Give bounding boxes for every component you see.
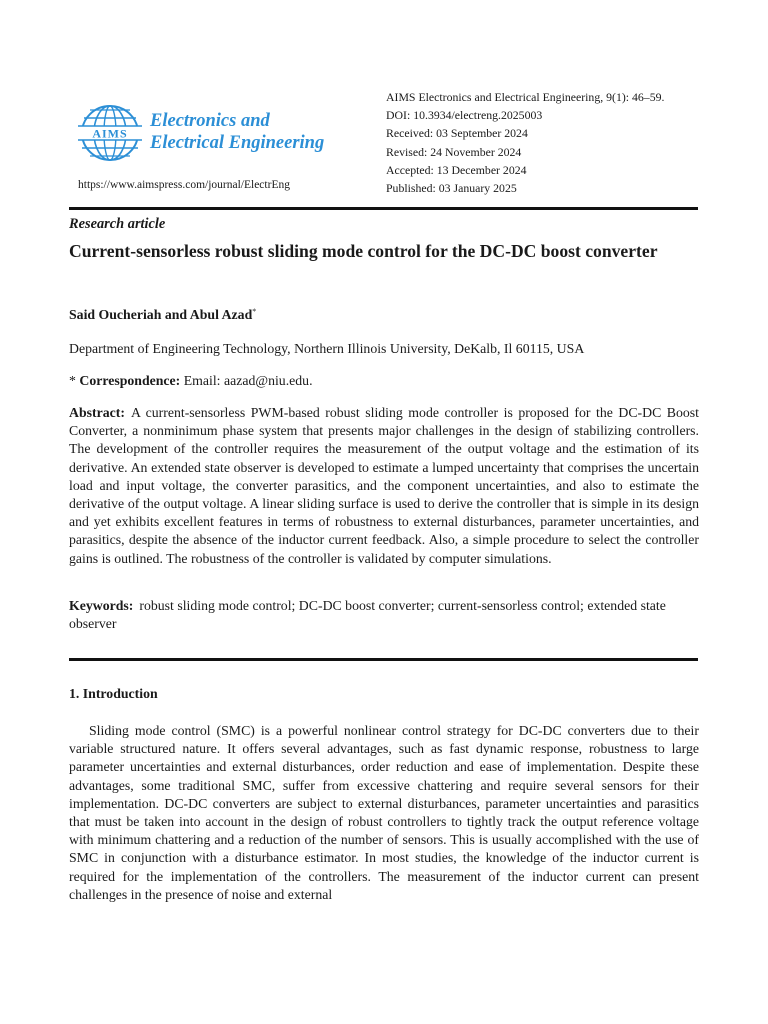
correspondence-mark: * (69, 373, 76, 388)
keywords (69, 597, 699, 633)
aims-globe-logo (78, 104, 142, 162)
introduction-paragraph: Sliding mode control (SMC) is a powerful nonlinear control strategy for DC-DC converters due to their variable structured nature. It offers several advantages, such as fast dynamic response, robustness to large parameter uncertainties and external disturbances, order reduction and ease of implementation. Despite these advantages, some traditional SMC, suffer from excessive chattering and require several sensors for their implementation. DC-DC converters are subject to external disturbances, parameter uncertainties and parasitics that must be taken into account in the design of robust controllers to tightly track the output reference voltage with minimum chattering and a reduction of the number of sensors. This is usually accomplished with the use of SMC in conjunction with a disturbance estimator. In most studies, the knowledge of the inductor current is required for the implementation of the controllers. The measurement of the inductor current can present challenges in the presence of noise and external (69, 723, 699, 902)
revised-date: Revised: 24 November 2024 (386, 144, 522, 159)
journal-name-line1: Electronics and (150, 111, 270, 131)
received-date: Received: 03 September 2024 (386, 126, 528, 141)
keywords-label: Keywords: (69, 598, 134, 613)
article-type: Research article (69, 216, 166, 232)
logo-text: AIMS (92, 126, 128, 141)
author-names: Said Oucheriah and Abul Azad (69, 307, 253, 322)
abstract (69, 404, 699, 568)
journal-name (150, 110, 324, 154)
citation: AIMS Electronics and Electrical Engineering, 9(1): 46–59. (386, 90, 665, 104)
top-divider (69, 207, 698, 210)
correspondence-label: Correspondence: (79, 373, 181, 388)
correspondence-email[interactable]: Email: aazad@niu.edu. (183, 373, 313, 388)
abstract-text: A current-sensorless PWM-based robust sliding mode controller is proposed for the DC-DC Boost Converter, a nonminimum phase system that presents major challenges in the design of stabilizing controllers. The development of the controller requires the measurement of the output voltage and the estimation of its derivative. An extended state observer is developed to estimate a lumped uncertainty that comprises the uncertain load and input voltage, the converter parasitics, and the component uncertainties, and also to estimate the derivative of the output voltage. A linear sliding surface is used to derive the controller that is simple in its design and yet exhibits excellent features in terms of robustness to external disturbances, parameter uncertainties, and parasitics, despite the absence of the inductor current feedback. Also, a simple procedure to select the controller gains is outlined. The robustness of the controller is validated by computer simulations. (69, 405, 699, 566)
journal-url-link[interactable]: https://www.aimspress.com/journal/ElectrEng (78, 179, 290, 191)
affiliation: Department of Engineering Technology, Northern Illinois University, DeKalb, Il 60115, USA (69, 341, 585, 356)
publication-metadata (386, 88, 664, 197)
article-title: Current-sensorless robust sliding mode control for the DC-DC boost converter (69, 241, 658, 261)
corresponding-author-mark: * (252, 307, 257, 316)
section-heading-introduction: 1. Introduction (69, 686, 158, 701)
doi[interactable]: DOI: 10.3934/electreng.2025003 (386, 108, 543, 123)
published-date: Published: 03 January 2025 (386, 181, 517, 196)
correspondence (69, 373, 313, 389)
journal-name-line2: Electrical Engineering (150, 133, 325, 153)
journal-logo (78, 104, 348, 164)
keywords-text: robust sliding mode control; DC-DC boost converter; current-sensorless control; extended state observer (69, 598, 666, 632)
accepted-date: Accepted: 13 December 2024 (386, 162, 527, 177)
bottom-divider (69, 658, 698, 661)
authors (69, 307, 256, 323)
abstract-label: Abstract: (69, 405, 125, 420)
